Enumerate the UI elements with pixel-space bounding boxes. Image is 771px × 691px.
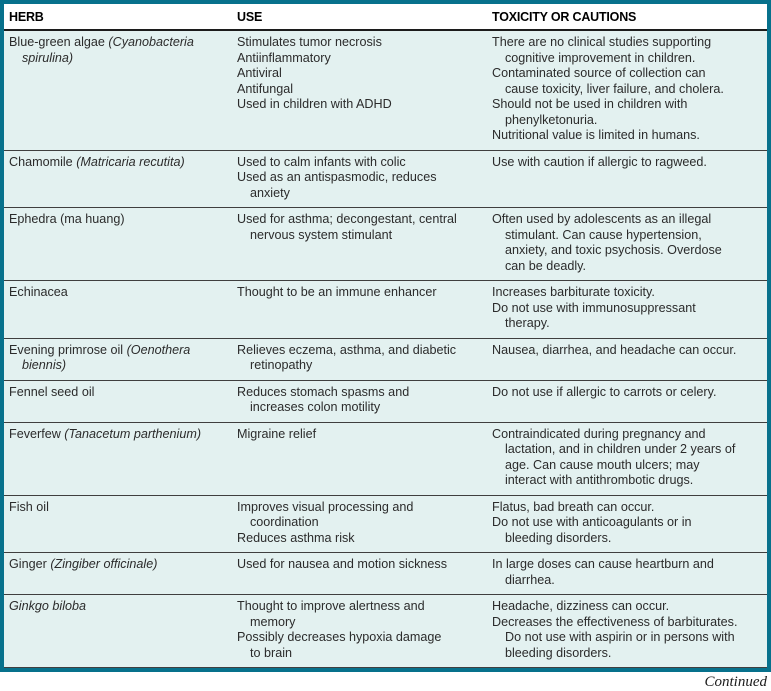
herb-cell: [4, 339, 232, 380]
text-line: phenylketonuria.: [505, 112, 598, 127]
table-header-row: [4, 4, 767, 31]
text-line: coordination: [250, 515, 319, 529]
text-line: memory: [250, 614, 296, 629]
text-line: Blue-green algae (Cyanobacteria: [9, 35, 194, 49]
use-cell: [232, 595, 487, 667]
text-line: Nausea, diarrhea, and headache can occur.: [492, 342, 737, 357]
text-line: age. Can cause mouth ulcers; may: [505, 457, 700, 472]
herb-cell: [4, 31, 232, 150]
text-line: Echinacea: [9, 285, 68, 299]
table-row: [4, 594, 767, 667]
text-line: Headache, dizziness can occur.: [492, 599, 670, 613]
toxicity-cell: [487, 339, 767, 380]
herb-cell: [4, 595, 232, 667]
text-line: Reduces asthma risk: [237, 530, 355, 545]
text-line: cognitive improvement in children.: [505, 50, 696, 65]
text-line: Do not use if allergic to carrots or celery.: [492, 384, 717, 399]
text-line: Used as an antispasmodic, reduces: [237, 170, 437, 184]
text-line: Decreases the effectiveness of barbiturates.: [492, 614, 738, 629]
text-line: Use with caution if allergic to ragweed.: [492, 154, 707, 169]
table-row: [4, 338, 767, 380]
table-row: [4, 495, 767, 553]
use-cell: [232, 339, 487, 380]
text-line: Reduces stomach spasms and: [237, 384, 410, 399]
text-line: to brain: [250, 645, 293, 660]
text-line: Stimulates tumor necrosis: [237, 35, 382, 49]
herb-cell: [4, 151, 232, 208]
text-line: Used in children with ADHD: [237, 97, 392, 111]
herb-cell: [4, 208, 232, 280]
text-line: lactation, and in children under 2 years of: [505, 442, 736, 456]
text-line: Nutritional value is limited in humans.: [492, 128, 700, 142]
text-line: Increases barbiturate toxicity.: [492, 285, 655, 299]
text-line: Antiviral: [237, 66, 282, 80]
text-line: Used for nausea and motion sickness: [237, 557, 448, 571]
text-line: stimulant. Can cause hypertension,: [505, 227, 702, 242]
text-line: diarrhea.: [505, 572, 555, 587]
text-line: Fish oil: [9, 499, 49, 514]
use-cell: [232, 208, 487, 280]
column-header-herb: HERB: [9, 9, 44, 24]
text-line: Used to calm infants with colic: [237, 154, 406, 169]
use-cell: [232, 31, 487, 150]
use-cell: [232, 553, 487, 594]
herb-cell: [4, 381, 232, 422]
toxicity-cell: [487, 496, 767, 553]
text-line: Should not be used in children with: [492, 97, 688, 111]
text-line: Contaminated source of collection can: [492, 66, 706, 80]
text-line: can be deadly.: [505, 258, 586, 273]
text-line: Thought to improve alertness and: [237, 599, 425, 613]
continued-label: Continued: [704, 674, 767, 690]
table-row: [4, 31, 767, 150]
text-line: bleeding disorders.: [505, 530, 612, 545]
text-line: retinopathy: [250, 358, 313, 372]
toxicity-cell: [487, 31, 767, 150]
text-line: Improves visual processing and: [237, 499, 414, 514]
table-row: [4, 207, 767, 280]
column-header-toxicity: TOXICITY OR CAUTIONS: [492, 9, 637, 24]
herb-cell: [4, 423, 232, 495]
text-line: increases colon motility: [250, 400, 381, 414]
text-line: cause toxicity, liver failure, and cholera.: [505, 81, 724, 96]
text-line: Migraine relief: [237, 426, 317, 441]
text-line: Flatus, bad breath can occur.: [492, 499, 655, 514]
text-line: Do not use with anticoagulants or in: [492, 515, 692, 529]
text-line: Evening primrose oil (Oenothera: [9, 342, 191, 357]
text-line: Feverfew (Tanacetum parthenium): [9, 426, 202, 441]
text-line: Thought to be an immune enhancer: [237, 285, 437, 299]
table-row: [4, 150, 767, 208]
text-line: interact with antithrombotic drugs.: [505, 473, 694, 487]
toxicity-cell: [487, 595, 767, 667]
use-cell: [232, 381, 487, 422]
table-row: [4, 380, 767, 422]
toxicity-cell: [487, 423, 767, 495]
text-line: spirulina): [22, 50, 74, 65]
text-line: Do not use with immunosuppressant: [492, 300, 696, 315]
table-body: [4, 31, 767, 668]
table-row: [4, 422, 767, 495]
toxicity-cell: [487, 151, 767, 208]
text-line: biennis): [22, 358, 67, 372]
text-line: Antiinflammatory: [237, 50, 331, 65]
toxicity-cell: [487, 381, 767, 422]
toxicity-cell: [487, 208, 767, 280]
use-cell: [232, 423, 487, 495]
use-cell: [232, 151, 487, 208]
text-line: therapy.: [505, 316, 550, 330]
table-row: [4, 552, 767, 594]
column-header-use: USE: [237, 9, 263, 24]
text-line: Often used by adolescents as an illegal: [492, 212, 712, 226]
use-cell: [232, 281, 487, 338]
text-line: Used for asthma; decongestant, central: [237, 212, 457, 226]
toxicity-cell: [487, 553, 767, 594]
text-line: Ginger (Zingiber officinale): [9, 557, 158, 571]
toxicity-cell: [487, 281, 767, 338]
text-line: Antifungal: [237, 81, 294, 96]
herb-cell: [4, 496, 232, 553]
text-line: There are no clinical studies supporting: [492, 35, 712, 49]
text-line: Chamomile (Matricaria recutita): [9, 154, 185, 169]
text-line: anxiety: [250, 185, 290, 200]
text-line: nervous system stimulant: [250, 227, 393, 242]
herb-cell: [4, 281, 232, 338]
text-line: Contraindicated during pregnancy and: [492, 426, 706, 441]
use-cell: [232, 496, 487, 553]
table-row: [4, 280, 767, 338]
text-line: Fennel seed oil: [9, 384, 95, 399]
text-line: In large doses can cause heartburn and: [492, 557, 714, 571]
text-line: Possibly decreases hypoxia damage: [237, 630, 442, 644]
herb-cell: [4, 553, 232, 594]
text-line: Ginkgo biloba: [9, 599, 87, 613]
text-line: Ephedra (ma huang): [9, 212, 125, 226]
text-line: Relieves eczema, asthma, and diabetic: [237, 342, 457, 357]
text-line: bleeding disorders.: [505, 645, 612, 660]
text-line: anxiety, and toxic psychosis. Overdose: [505, 243, 722, 257]
text-line: Do not use with aspirin or in persons with: [505, 630, 735, 644]
